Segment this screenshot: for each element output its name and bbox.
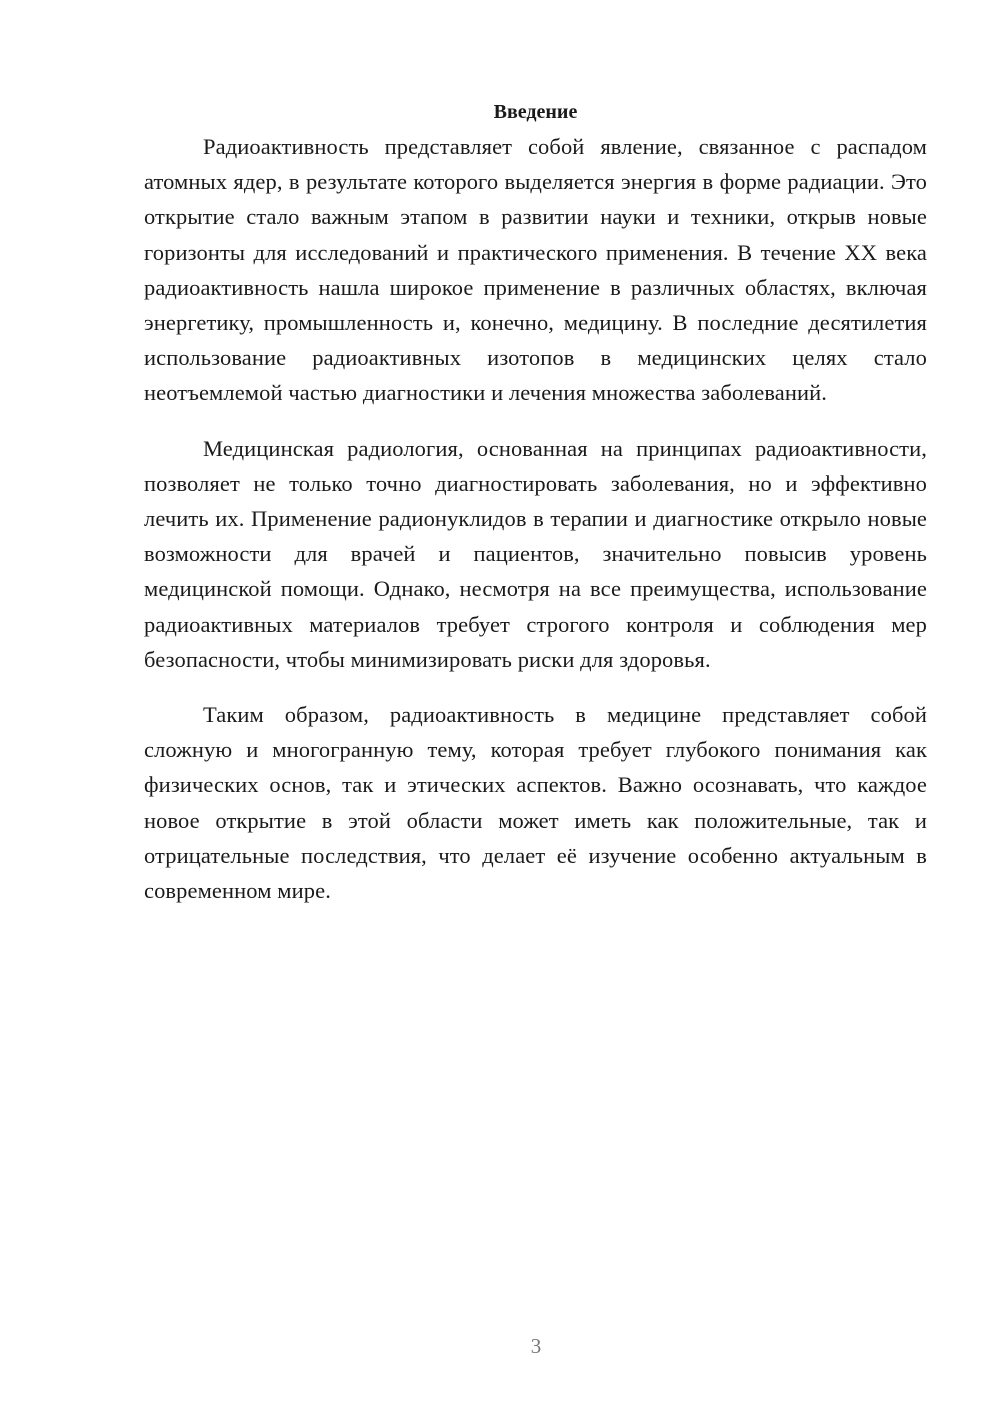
paragraph-introduction: Радиоактивность представляет собой явление, связанное с распадом атомных ядер, в результате которого выделяется энергия в форме радиации. Это открытие стало важным этапом в развитии науки и техники, открыв новые горизонты для исследований и практического применения. В течение XX века радиоактивность нашла широкое применение в различных областях, включая энергетику, промышленность и, конечно, медицину. В последние десятилетия использование радиоактивных изотопов в медицинских целях стало неотъемлемой частью диагностики и лечения множества заболеваний. [144,134,927,406]
paragraph-conclusion: Таким образом, радиоактивность в медицине представляет собой сложную и многогранную тему, которая требует глубокого понимания как физических основ, так и этических аспектов. Важно осознавать, что каждое новое открытие в этой области может иметь как положительные, так и отрицательные последствия, что делает её изучение особенно актуальным в современном мире. [144,702,927,904]
section-title: Введение [493,101,578,123]
page-content [144,96,927,908]
page-number: 3 [530,1334,542,1358]
paragraph-medical-radiology: Медицинская радиология, основанная на принципах радиоактивности, позволяет не только точно диагностировать заболевания, но и эффективно лечить их. Применение радионуклидов в терапии и диагностике открыло новые возможности для врачей и пациентов, значительно повысив уровень медицинской помощи. Однако, несмотря на все преимущества, использование радиоактивных материалов требует строгого контроля и соблюдения мер безопасности, чтобы минимизировать риски для здоровья. [144,435,927,672]
